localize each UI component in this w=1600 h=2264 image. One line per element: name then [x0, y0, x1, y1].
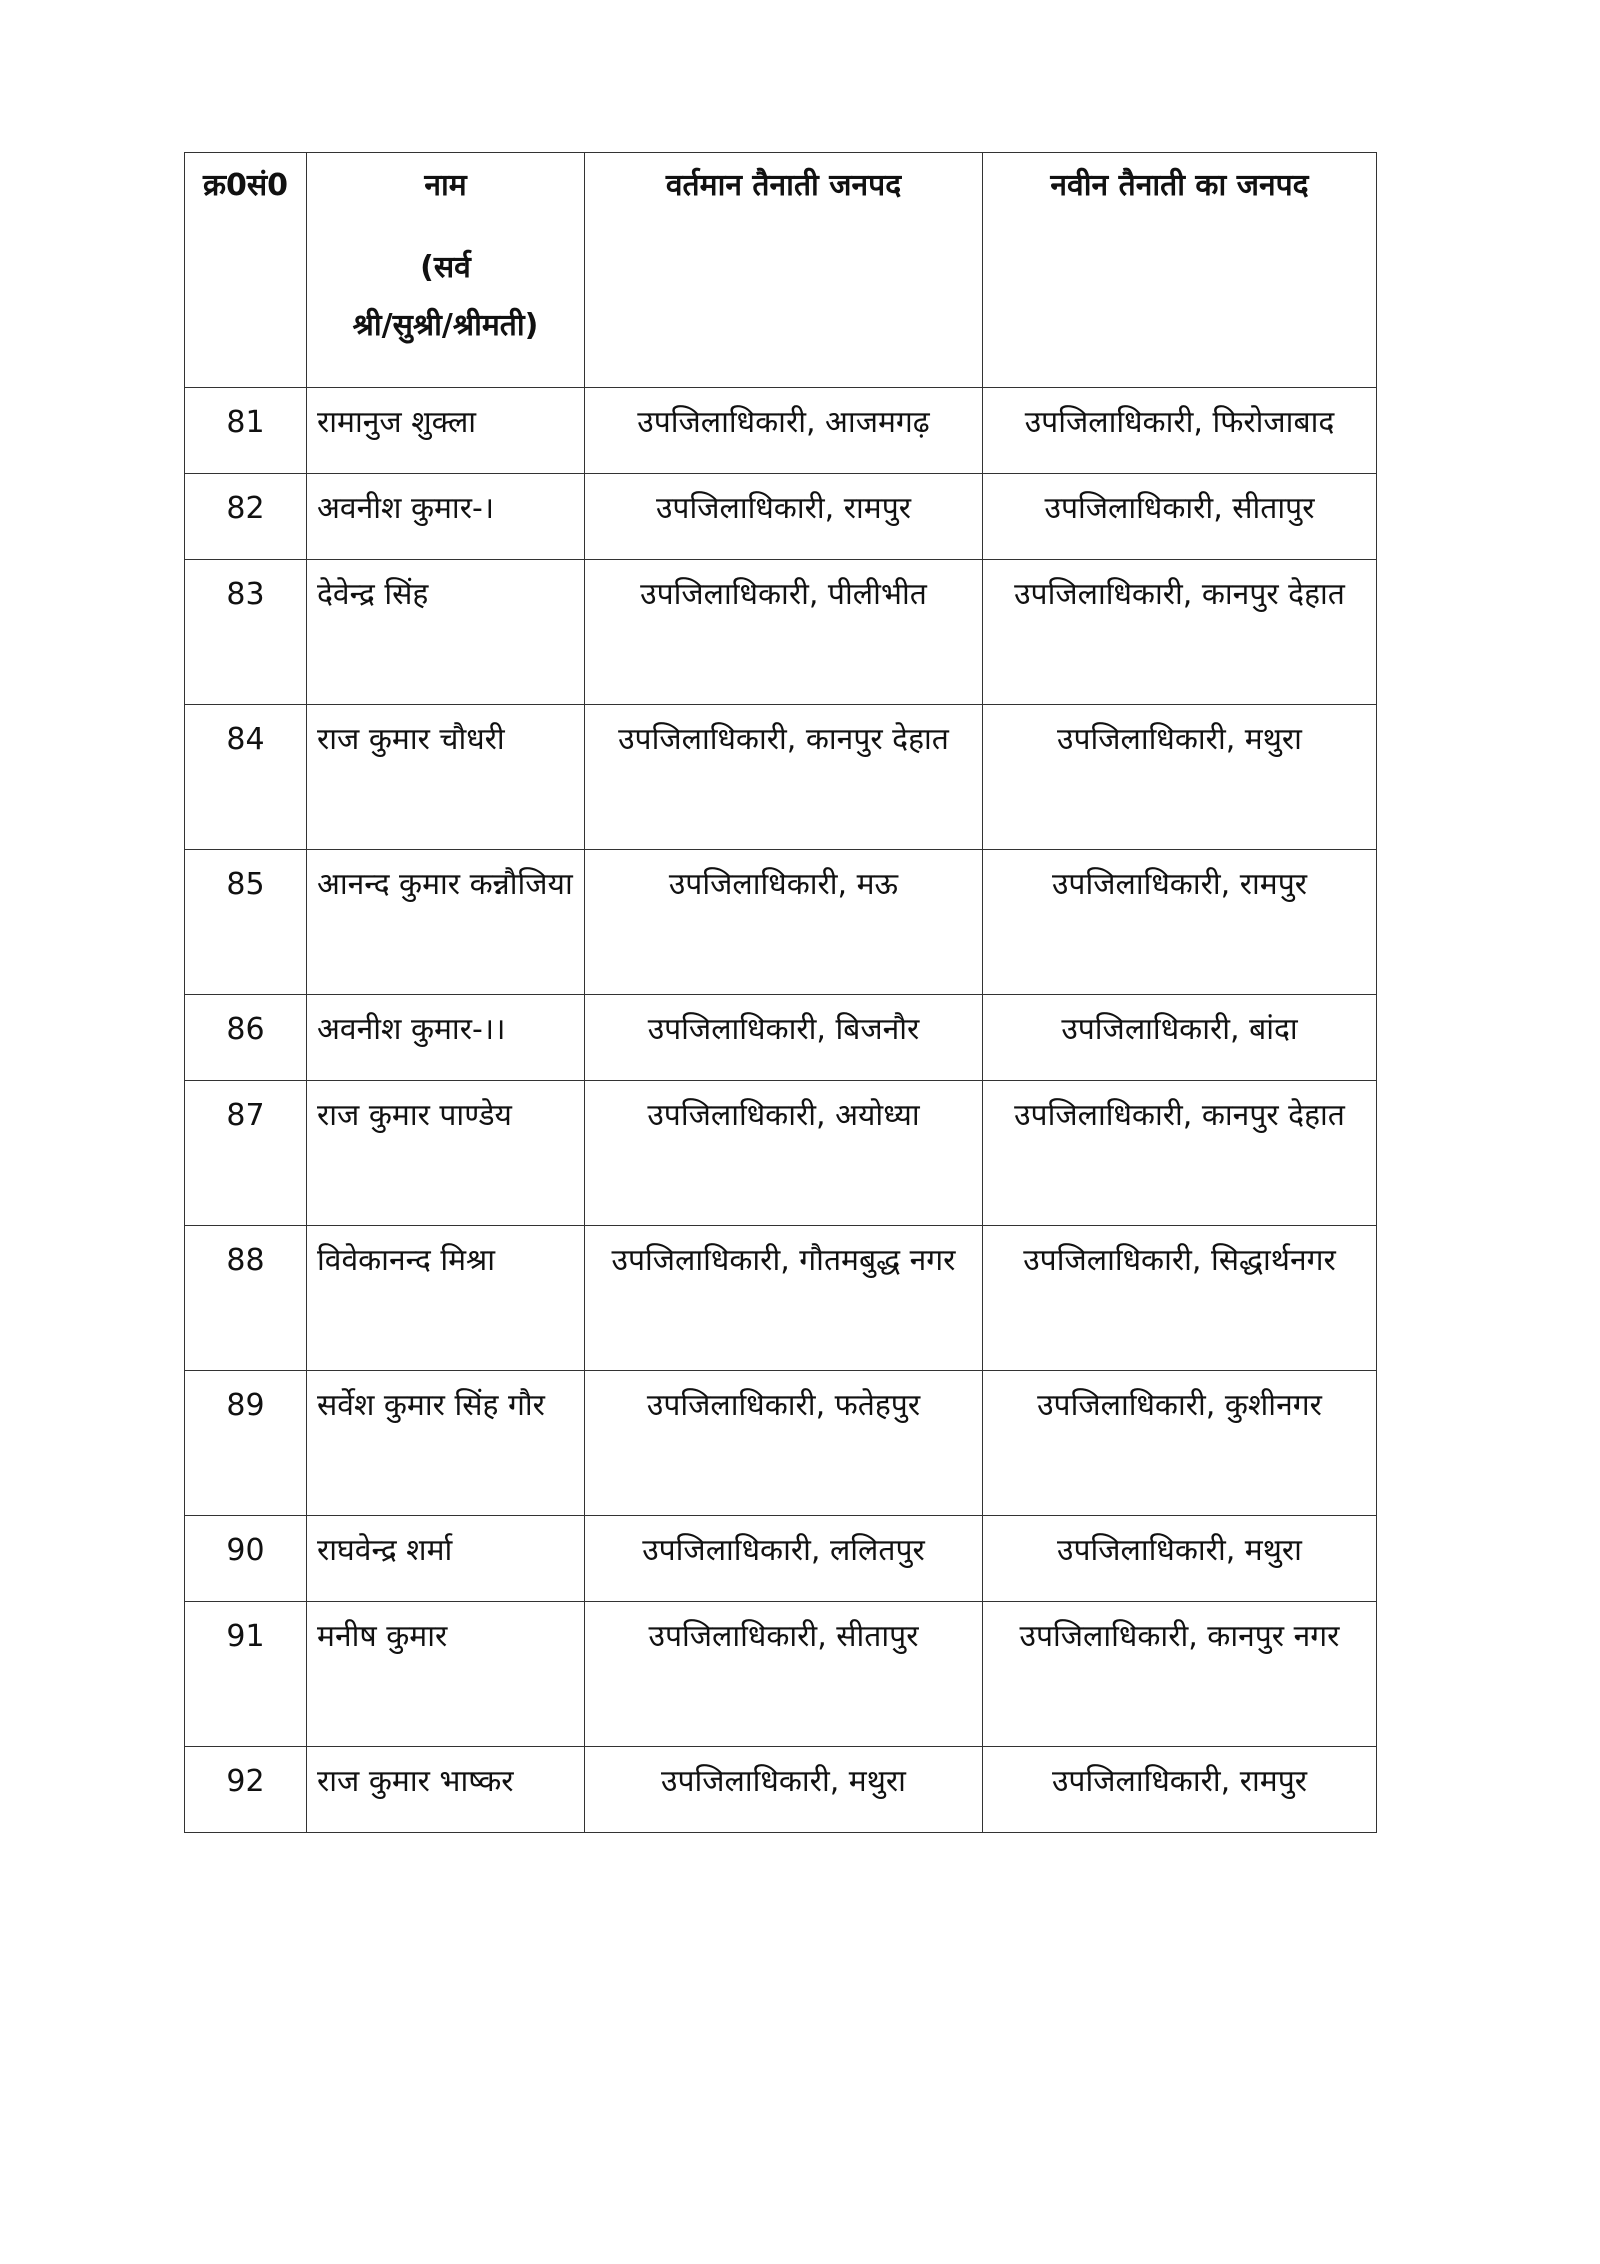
serial-cell: 85 [185, 850, 307, 995]
header-name-label: नाम [424, 168, 467, 203]
serial-cell: 90 [185, 1516, 307, 1602]
header-name [307, 153, 585, 388]
current-posting-cell: उपजिलाधिकारी, आजमगढ़ [585, 388, 983, 474]
header-serial-label: क्र0सं0 [202, 168, 289, 203]
header-name-sub2: श्री/सुश्री/श्रीमती) [352, 308, 539, 343]
current-posting-cell: उपजिलाधिकारी, पीलीभीत [585, 560, 983, 705]
table-row [185, 388, 1377, 474]
current-posting-cell: उपजिलाधिकारी, मऊ [585, 850, 983, 995]
name-cell: अवनीश कुमार-।। [307, 995, 585, 1081]
name-cell: आनन्द कुमार कन्नौजिया [307, 850, 585, 995]
table-row [185, 1371, 1377, 1516]
new-posting-cell: उपजिलाधिकारी, बांदा [983, 995, 1377, 1081]
table-row [185, 705, 1377, 850]
header-name-sub1: (सर्व [420, 250, 471, 285]
name-cell: राज कुमार भाष्कर [307, 1747, 585, 1833]
table-row [185, 850, 1377, 995]
new-posting-cell: उपजिलाधिकारी, रामपुर [983, 1747, 1377, 1833]
new-posting-cell: उपजिलाधिकारी, कानपुर देहात [983, 1081, 1377, 1226]
header-serial [185, 153, 307, 388]
name-cell: राज कुमार चौधरी [307, 705, 585, 850]
current-posting-cell: उपजिलाधिकारी, सीतापुर [585, 1602, 983, 1747]
header-new-posting [983, 153, 1377, 388]
new-posting-cell: उपजिलाधिकारी, मथुरा [983, 705, 1377, 850]
serial-cell: 88 [185, 1226, 307, 1371]
new-posting-cell: उपजिलाधिकारी, कुशीनगर [983, 1371, 1377, 1516]
serial-cell: 84 [185, 705, 307, 850]
serial-cell: 91 [185, 1602, 307, 1747]
serial-cell: 81 [185, 388, 307, 474]
table-header-row [185, 153, 1377, 388]
current-posting-cell: उपजिलाधिकारी, ललितपुर [585, 1516, 983, 1602]
current-posting-cell: उपजिलाधिकारी, अयोध्या [585, 1081, 983, 1226]
current-posting-cell: उपजिलाधिकारी, रामपुर [585, 474, 983, 560]
name-cell: विवेकानन्द मिश्रा [307, 1226, 585, 1371]
serial-cell: 83 [185, 560, 307, 705]
name-cell: राघवेन्द्र शर्मा [307, 1516, 585, 1602]
serial-cell: 89 [185, 1371, 307, 1516]
name-cell: अवनीश कुमार-। [307, 474, 585, 560]
current-posting-cell: उपजिलाधिकारी, गौतमबुद्ध नगर [585, 1226, 983, 1371]
new-posting-cell: उपजिलाधिकारी, मथुरा [983, 1516, 1377, 1602]
name-cell: देवेन्द्र सिंह [307, 560, 585, 705]
table-row [185, 1081, 1377, 1226]
table-row [185, 1602, 1377, 1747]
table-row [185, 1226, 1377, 1371]
current-posting-cell: उपजिलाधिकारी, मथुरा [585, 1747, 983, 1833]
header-name-gap [317, 215, 574, 239]
name-cell: सर्वेश कुमार सिंह गौर [307, 1371, 585, 1516]
header-current-posting [585, 153, 983, 388]
new-posting-cell: उपजिलाधिकारी, कानपुर देहात [983, 560, 1377, 705]
table-row [185, 995, 1377, 1081]
new-posting-cell: उपजिलाधिकारी, फिरोजाबाद [983, 388, 1377, 474]
header-current-label: वर्तमान तैनाती जनपद [665, 168, 902, 203]
table-row [185, 474, 1377, 560]
serial-cell: 87 [185, 1081, 307, 1226]
new-posting-cell: उपजिलाधिकारी, कानपुर नगर [983, 1602, 1377, 1747]
name-cell: मनीष कुमार [307, 1602, 585, 1747]
new-posting-cell: उपजिलाधिकारी, रामपुर [983, 850, 1377, 995]
serial-cell: 92 [185, 1747, 307, 1833]
serial-cell: 86 [185, 995, 307, 1081]
name-cell: राज कुमार पाण्डेय [307, 1081, 585, 1226]
transfer-table [184, 152, 1377, 1833]
serial-cell: 82 [185, 474, 307, 560]
name-cell: रामानुज शुक्ला [307, 388, 585, 474]
table-row [185, 560, 1377, 705]
new-posting-cell: उपजिलाधिकारी, सिद्धार्थनगर [983, 1226, 1377, 1371]
current-posting-cell: उपजिलाधिकारी, फतेहपुर [585, 1371, 983, 1516]
header-new-label: नवीन तैनाती का जनपद [1050, 168, 1309, 203]
table-row [185, 1747, 1377, 1833]
current-posting-cell: उपजिलाधिकारी, कानपुर देहात [585, 705, 983, 850]
new-posting-cell: उपजिलाधिकारी, सीतापुर [983, 474, 1377, 560]
current-posting-cell: उपजिलाधिकारी, बिजनौर [585, 995, 983, 1081]
table-row [185, 1516, 1377, 1602]
